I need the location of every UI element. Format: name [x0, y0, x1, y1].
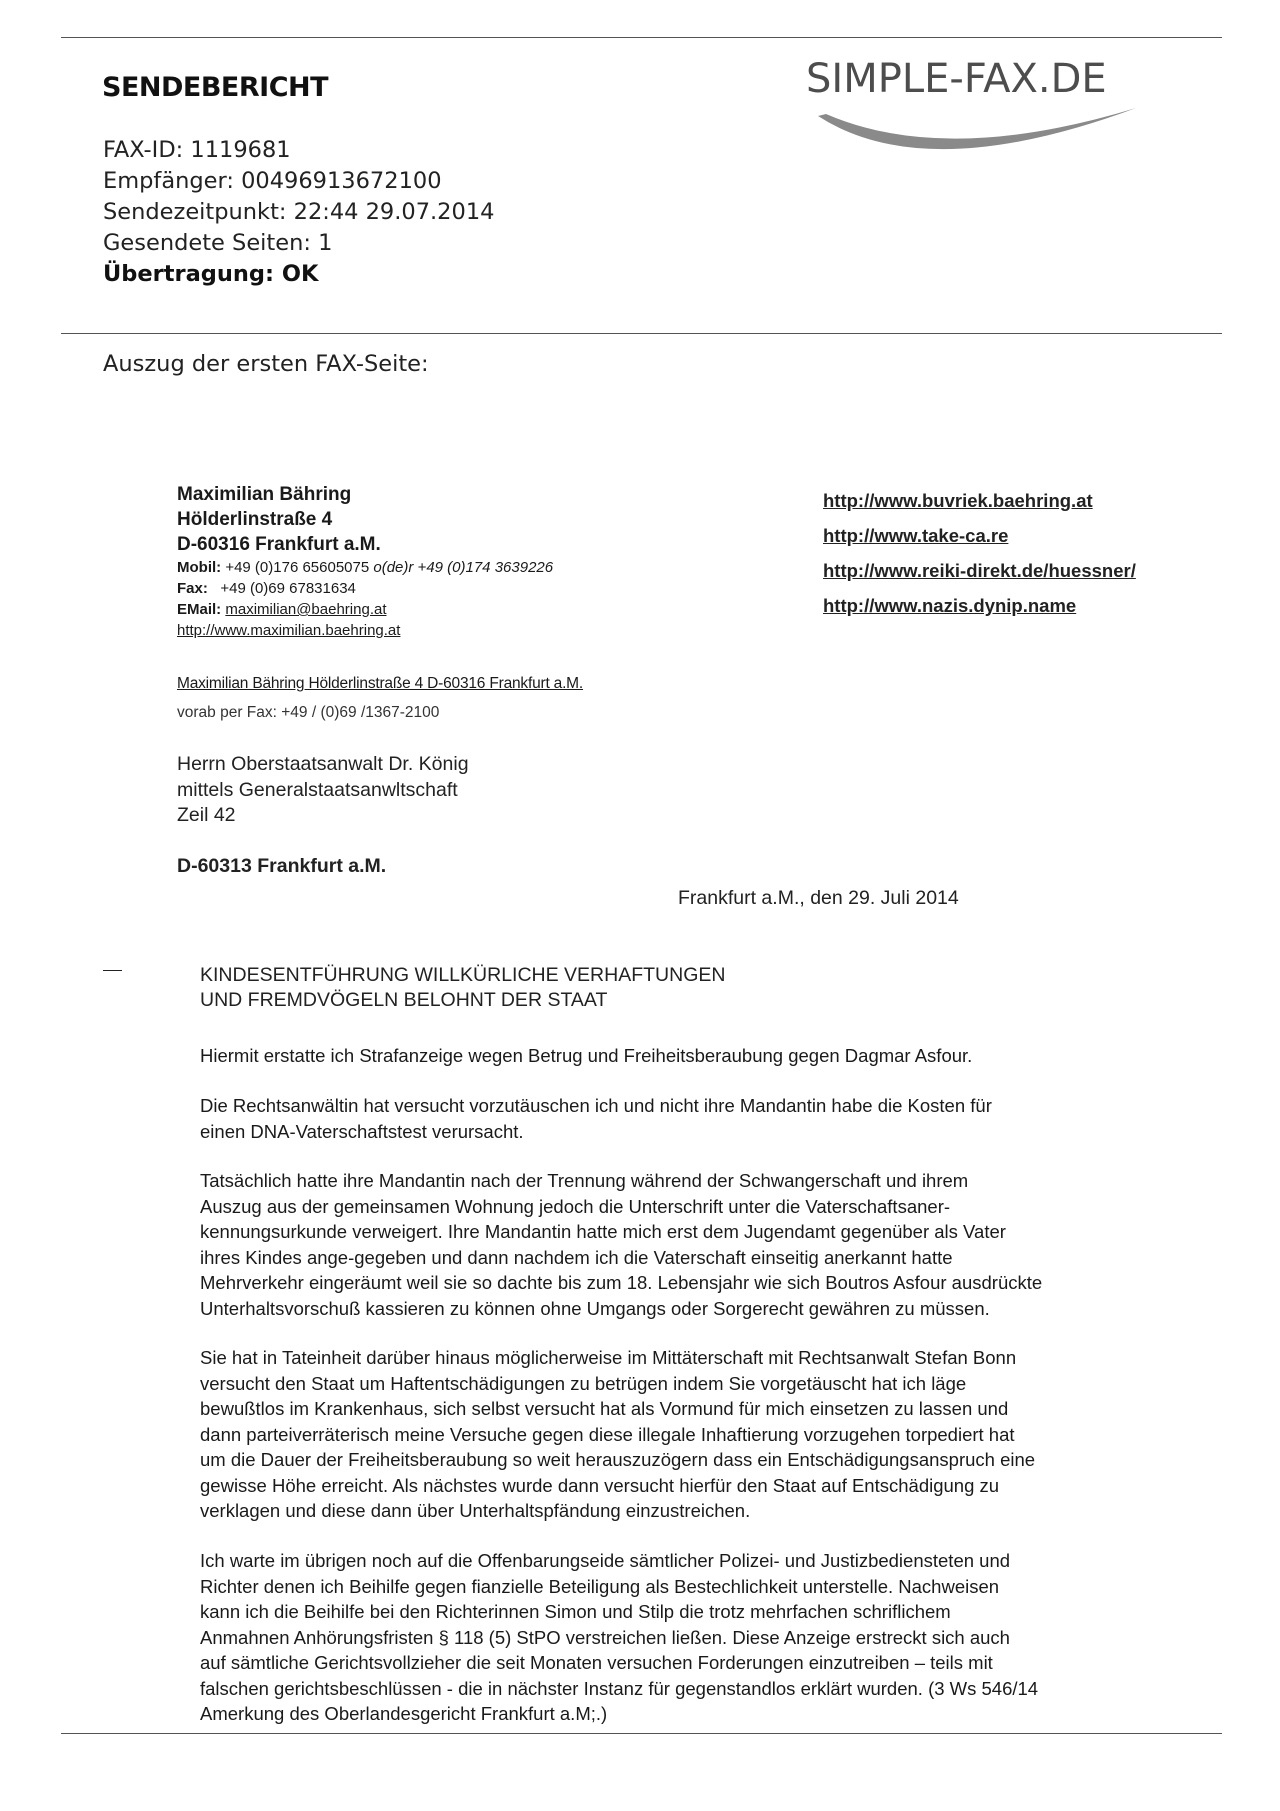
recipient-address — [177, 752, 469, 829]
pages-sent: Gesendete Seiten: 1 — [103, 230, 333, 256]
subject-line: KINDESENTFÜHRUNG WILLKÜRLICHE VERHAFTUNGEN — [200, 964, 726, 986]
header-divider — [61, 333, 1222, 334]
sender-city: D-60316 Frankfurt a.M. — [177, 534, 381, 555]
fax-meta — [103, 135, 494, 290]
body-paragraph — [200, 1345, 1160, 1524]
fax-label: Fax: — [177, 580, 208, 597]
sender-street: Hölderlinstraße 4 — [177, 509, 333, 530]
paragraph-line: versucht den Staat um Haftentschädigungen zu betrügen indem Sie vorgetäuscht hat ich läge — [200, 1372, 967, 1394]
paragraph-line: gewisse Höhe erreicht. Als nächstes wurde dann versucht hierfür den Staat auf Entschädigung zu — [200, 1474, 1000, 1496]
paragraph-line: Unterhaltsvorschuß kassieren zu können ohne Umgangs oder Sorgerecht gewähren zu müssen. — [200, 1297, 990, 1319]
body-paragraph — [200, 1043, 1160, 1069]
paragraph-line: kennungsurkunde verweigert. Ihre Mandantin hatte mich erst dem Jugendamt gegenüber als Vater — [200, 1221, 1006, 1242]
bottom-divider — [61, 1733, 1222, 1734]
paragraph-line: auf sämtliche Gerichtsvollzieher die seit Monaten versuchen Forderungen einzutreiben – teils mit — [200, 1652, 993, 1673]
paragraph-line: verklagen und diese dann über Unterhaltspfändung einzustreichen. — [200, 1500, 751, 1521]
top-divider — [61, 37, 1222, 38]
subject-line: UND FREMDVÖGELN BELOHNT DER STAAT — [200, 989, 608, 1011]
link-item[interactable]: http://www.reiki-direkt.de/huessner/ — [823, 560, 1136, 581]
paragraph-line: Ich warte im übrigen noch auf die Offenbarungseide sämtlicher Polizei- und Justizbediensteten und — [200, 1550, 1011, 1571]
paragraph-line: Die Rechtsanwältin hat versucht vorzutäuschen ich und nicht ihre Mandantin habe die Kosten für — [200, 1095, 992, 1116]
body-paragraph — [200, 1168, 1160, 1321]
sender-web-link[interactable]: http://www.maximilian.baehring.at — [177, 622, 401, 639]
paragraph-line: Auszug aus der gemeinsamen Wohnung jedoch die Unterschrift unter die Vaterschaftsaner- — [200, 1195, 951, 1217]
email-link[interactable]: maximilian@baehring.at — [225, 601, 387, 618]
logo-text: SIMPLE-FAX.DE — [806, 56, 1107, 102]
mobile-value: +49 (0)176 65605075 — [221, 559, 374, 576]
paragraph-line: bewußtlos im Krankenhaus, sich selbst versucht hat als Vormund für mich einsetzen zu lassen und — [200, 1398, 1009, 1419]
paragraph-line: Richter denen ich Beihilfe gegen fianzielle Beteiligung als Bestechlichkeit unterstelle. Nachweisen — [200, 1575, 1000, 1597]
fax-recipient: Empfänger: 00496913672100 — [103, 168, 442, 194]
recipient-line: mittels Generalstaatsanwltschaft — [177, 778, 458, 801]
link-item[interactable]: http://www.buvriek.baehring.at — [823, 490, 1093, 511]
transmission-status: Übertragung: OK — [103, 261, 319, 287]
body-paragraph — [200, 1548, 1160, 1727]
sender-email — [177, 599, 553, 620]
link-item[interactable]: http://www.take-ca.re — [823, 525, 1009, 546]
report-title: SENDEBERICHT — [102, 72, 329, 103]
excerpt-label: Auszug der ersten FAX-Seite: — [103, 351, 429, 377]
paragraph-line: Mehrverkehr eingeräumt weil sie so dachte bis zum 18. Lebensjahr wie sich Boutros Asfour ausdrückte — [200, 1272, 1043, 1293]
sender-mobile — [177, 557, 553, 578]
mobile-alt: o(de)r +49 (0)174 3639226 — [373, 559, 554, 576]
sender-block — [177, 482, 553, 641]
body-paragraph — [200, 1093, 1160, 1144]
recipient-line: Herrn Oberstaatsanwalt Dr. König — [177, 753, 469, 775]
fax-id: FAX-ID: 1119681 — [103, 137, 291, 163]
sender-fax — [177, 578, 553, 599]
paragraph-line: einen DNA-Vaterschaftstest verursacht. — [200, 1120, 524, 1142]
paragraph-line: dann parteiverräterisch meine Versuche gegen diese illegale Inhaftierung vorzugehen torpediert hat — [200, 1423, 1015, 1445]
paragraph-line: Hiermit erstatte ich Strafanzeige wegen Betrug und Freiheitsberaubung gegen Dagmar Asfour. — [200, 1045, 973, 1066]
date-line: Frankfurt a.M., den 29. Juli 2014 — [678, 887, 959, 909]
mobile-label: Mobil: — [177, 559, 222, 576]
email-label: EMail: — [177, 601, 222, 618]
link-list — [823, 490, 1136, 630]
paragraph-line: Anmahnen Anhörungsfristen § 118 (5) StPO verstreichen ließen. Diese Anzeige erstreckt sich auch — [200, 1626, 1010, 1648]
paragraph-line: falschen gerichtsbeschlüssen - die in nächster Instanz für gegenstandlos erklärt wurden. (3 Ws 546/14 — [200, 1677, 1039, 1699]
send-time: Sendezeitpunkt: 22:44 29.07.2014 — [103, 199, 495, 225]
recipient-city: D-60313 Frankfurt a.M. — [177, 855, 387, 877]
recipient-line: Zeil 42 — [177, 804, 236, 826]
paragraph-line: um die Dauer der Freiheitsberaubung so weit herauszuzögern dass ein Entschädigungsanspruch eine — [200, 1449, 1036, 1470]
paragraph-line: ihres Kindes ange-gegeben und dann nachdem ich die Vaterschaft einseitig anerkannt hatte — [200, 1246, 953, 1268]
paragraph-line: Tatsächlich hatte ihre Mandantin nach der Trennung während der Schwangerschaft und ihrem — [200, 1170, 969, 1191]
paragraph-line: Sie hat in Tateinheit darüber hinaus möglicherweise im Mittäterschaft mit Rechtsanwalt Stefan Bonn — [200, 1347, 1017, 1368]
advance-fax-note: vorab per Fax: +49 / (0)69 /1367-2100 — [177, 704, 440, 721]
paragraph-line: kann ich die Beihilfe bei den Richterinnen Simon und Stilp die trotz mehrfachen schriflichem — [200, 1601, 951, 1622]
paragraph-line: Amerkung des Oberlandesgericht Frankfurt a.M;.) — [200, 1703, 608, 1724]
simple-fax-logo — [806, 56, 1206, 156]
sender-web — [177, 620, 553, 641]
subject — [200, 963, 725, 1013]
fax-value: +49 (0)69 67831634 — [207, 580, 356, 597]
link-item[interactable]: http://www.nazis.dynip.name — [823, 595, 1077, 616]
margin-dash — [103, 970, 122, 971]
sender-name: Maximilian Bähring — [177, 484, 352, 505]
return-address: Maximilian Bähring Hölderlinstraße 4 D-60316 Frankfurt a.M. — [177, 675, 584, 692]
